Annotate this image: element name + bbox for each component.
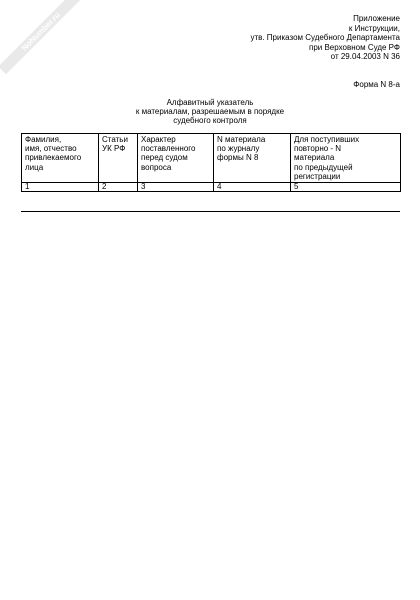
header-cell-repeat: Для поступивших повторно - N материала по предыдущей регистрации (291, 134, 401, 183)
column-number: 3 (138, 183, 214, 192)
watermark: NoNumber.ru (0, 0, 84, 74)
table-header-row (22, 134, 401, 183)
column-number: 1 (22, 183, 99, 192)
title-line: судебного контроля (173, 116, 247, 126)
column-number: 4 (214, 183, 291, 192)
appendix-block (250, 14, 400, 62)
title-line: к материалам, разрешаемым в порядке (135, 107, 285, 117)
form-number: Форма N 8-а (353, 80, 400, 89)
column-number: 5 (291, 183, 401, 192)
appendix-line: к Инструкции, (348, 23, 400, 33)
divider (21, 211, 400, 212)
column-number: 2 (99, 183, 138, 192)
column-number-row (22, 183, 401, 192)
appendix-line: при Верховном Суде РФ (309, 42, 400, 52)
title-line: Алфавитный указатель (166, 98, 254, 107)
appendix-line: утв. Приказом Судебного Департамента (250, 33, 400, 42)
index-table (21, 133, 401, 192)
header-cell-nature: Характер поставленного перед судом вопроса (138, 134, 214, 183)
header-cell-articles: Статьи УК РФ (99, 134, 138, 183)
appendix-line: Приложение (353, 14, 400, 23)
header-cell-journal-number: N материала по журналу формы N 8 (214, 134, 291, 183)
document-title (0, 98, 420, 126)
header-cell-name: Фамилия, имя, отчество привлекаемого лица (22, 134, 99, 183)
appendix-line: от 29.04.2003 N 36 (330, 52, 400, 61)
